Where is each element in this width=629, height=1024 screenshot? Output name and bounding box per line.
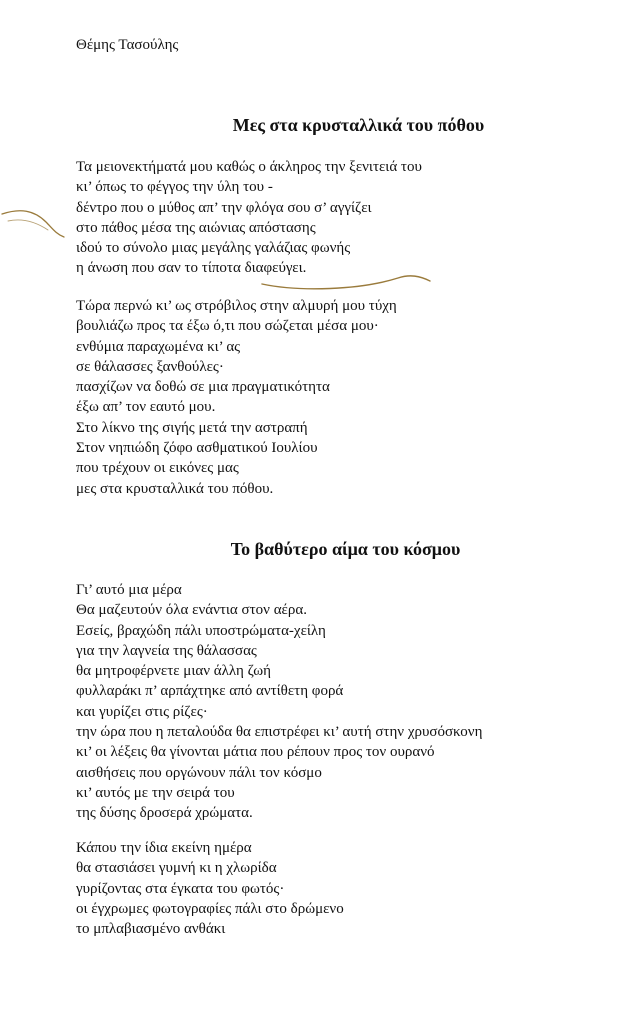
verse-line: ενθύμια παραχωμένα κι’ ας [76, 338, 241, 355]
pencil-stroke-left [2, 211, 64, 237]
verse-line: πασχίζων να δοθώ σε μια πραγματικότητα [76, 379, 330, 396]
verse-line: Στο λίκνο της σιγής μετά την αστραπή [76, 419, 308, 436]
verse-line: γυρίζοντας στα έγκατα του φωτός· [76, 880, 285, 897]
verse-line: κι’ οι λέξεις θα γίνονται μάτια που ρέπουν προς τον ουρανό [76, 744, 435, 761]
verse-line: Κάπου την ίδια εκείνη ημέρα [76, 840, 252, 856]
verse-line: στο πάθος μέσα της αιώνιας απόστασης [76, 219, 316, 236]
verse-line: Θα μαζευτούν όλα ενάντια στον αέρα. [76, 602, 307, 619]
verse-line: που τρέχουν οι εικόνες μας [76, 460, 239, 477]
verse-line: σε θάλασσες ξανθούλες· [76, 358, 224, 375]
verse-line: κι’ αυτός με την σειρά του [76, 784, 235, 801]
verse-line: οι έγχρωμες φωτογραφίες πάλι στο δρώμενο [76, 900, 344, 917]
poem-2-stanza-2 [76, 838, 344, 939]
poem-1-stanza-1 [76, 157, 422, 279]
verse-line: Τώρα περνώ κι’ ως στρόβιλος στην αλμυρή μου τύχη [76, 298, 397, 314]
verse-line: θα στασιάσει γυμνή κι η χλωρίδα [76, 860, 277, 877]
verse-line: δέντρο που ο μύθος απ’ την φλόγα σου σ’ αγγίζει [76, 199, 372, 216]
verse-line: ιδού το σύνολο μιας μεγάλης γαλάζιας φωνής [76, 240, 351, 257]
verse-line: αισθήσεις που οργώνουν πάλι τον κόσμο [76, 764, 322, 781]
verse-line: της δύσης δροσερά χρώματα. [76, 805, 253, 822]
verse-line: θα μητροφέρνετε μιαν άλλη ζωή [76, 663, 272, 680]
pencil-stroke-left-2 [8, 220, 48, 230]
verse-line: κι’ όπως το φέγγος την ύλη του - [76, 179, 273, 196]
poem-title-1: Μες στα κρυσταλλικά του πόθου [232, 115, 485, 135]
verse-line: φυλλαράκι π’ αρπάχτηκε από αντίθετη φορά [76, 683, 344, 700]
verse-line: Στον νηπιώδη ζόφο ασθματικού Ιουλίου [76, 440, 318, 457]
verse-line: Τα μειονεκτήματά μου καθώς ο άκληρος την ξενιτειά του [76, 159, 422, 175]
poem-title-2: Το βαθύτερο αίμα του κόσμου [230, 539, 461, 559]
verse-line: μες στα κρυσταλλικά του πόθου. [76, 480, 274, 497]
verse-line: έξω απ’ τον εαυτό μου. [76, 399, 216, 416]
verse-line: βουλιάζω προς τα έξω ό,τι που σώζεται μέσα μου· [76, 318, 379, 335]
verse-line: το μπλαβιασμένο ανθάκι [76, 921, 226, 938]
verse-line: και γυρίζει στις ρίζες· [76, 703, 208, 720]
poem-2-stanza-1 [76, 580, 482, 824]
poem-1-stanza-2 [76, 296, 397, 499]
verse-line: την ώρα που η πεταλούδα θα επιστρέφει κι’ αυτή στην χρυσόσκονη [76, 724, 483, 741]
verse-line: Γι’ αυτό μια μέρα [76, 582, 182, 598]
verse-line: η άνωση που σαν το τίποτα διαφεύγει. [76, 260, 307, 277]
verse-line: Εσείς, βραχώδη πάλι υποστρώματα-χείλη [76, 622, 326, 639]
author-name: Θέμης Τασούλης [76, 37, 179, 53]
verse-line: για την λαγνεία της θάλασσας [76, 642, 257, 659]
